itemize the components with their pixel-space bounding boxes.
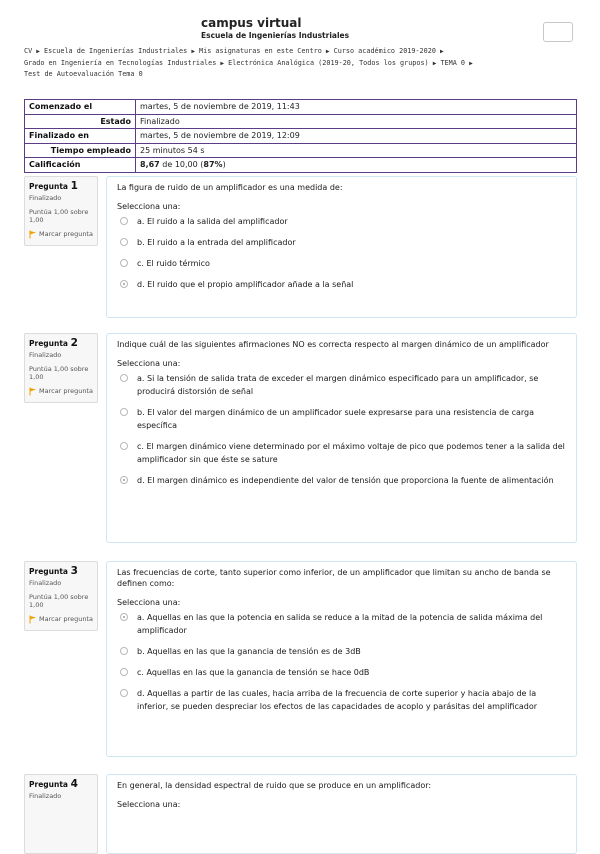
- radio-button-selected[interactable]: [120, 280, 128, 288]
- grade-close: ): [222, 160, 226, 170]
- radio-button-selected[interactable]: [120, 476, 128, 484]
- question-word: Pregunta: [29, 182, 68, 191]
- question-state: Finalizado: [29, 194, 62, 202]
- question-word: Pregunta: [29, 339, 68, 348]
- answer-option-a[interactable]: [117, 215, 566, 228]
- flag-icon: [29, 615, 37, 624]
- question-number-value: 1: [70, 180, 78, 192]
- attempt-summary-table: [24, 99, 577, 173]
- radio-button[interactable]: [120, 689, 128, 697]
- answer-option-d[interactable]: [117, 687, 566, 713]
- page-header: [0, 0, 600, 98]
- question-grade: Puntúa 1,00 sobre 1,00: [29, 208, 89, 224]
- breadcrumb-item-cv[interactable]: CV: [24, 47, 33, 55]
- flag-question-label: Marcar pregunta: [39, 230, 93, 238]
- question-grade: Puntúa 1,00 sobre 1,00: [29, 593, 89, 609]
- question-content: [106, 774, 577, 854]
- site-title[interactable]: campus virtual: [201, 16, 302, 30]
- answer-label: c. El ruido térmico: [137, 259, 210, 268]
- flag-question-button[interactable]: [29, 615, 93, 624]
- summary-row-state: [25, 114, 577, 129]
- question-info: [24, 176, 98, 246]
- question-content: [106, 561, 577, 757]
- answer-option-a[interactable]: [117, 611, 566, 637]
- question-text: En general, la densidad espectral de ruido que se produce en un amplificador:: [117, 781, 432, 790]
- menu-toggle-button[interactable]: [543, 22, 573, 42]
- state-label: Estado: [25, 114, 136, 129]
- question-state: Finalizado: [29, 351, 62, 359]
- breadcrumb-item-school[interactable]: Escuela de Ingenierías Industriales: [44, 47, 188, 55]
- question-number: [29, 180, 93, 192]
- question-number: [29, 565, 93, 577]
- finished-label: Finalizado en: [25, 129, 136, 144]
- answer-label: b. El ruido a la entrada del amplificador: [137, 238, 296, 247]
- question-text: La figura de ruido de un amplificador es una medida de:: [117, 183, 343, 192]
- breadcrumb: [24, 46, 544, 80]
- question-text: Las frecuencias de corte, tanto superior como inferior, de un amplificador que limitan su ancho de banda se definen como:: [117, 568, 551, 588]
- grade-score: 8,67: [140, 160, 160, 170]
- answer-option-d[interactable]: [117, 278, 566, 291]
- question-info: [24, 774, 98, 854]
- breadcrumb-item-topic[interactable]: TEMA 0: [440, 58, 466, 67]
- radio-button[interactable]: [120, 668, 128, 676]
- started-label: Comenzado el: [25, 100, 136, 115]
- answer-label: a. Si la tensión de salida trata de exceder el margen dinámico especificado para un amplificador, se producirá distorsión de señal: [137, 374, 539, 396]
- answer-prompt: Selecciona una:: [117, 800, 181, 809]
- answer-label: d. El margen dinámico es independiente del valor de tensión que proporciona la fuente de alimentación: [137, 476, 554, 485]
- answer-option-d[interactable]: [117, 474, 566, 487]
- answer-option-c[interactable]: [117, 666, 566, 679]
- breadcrumb-arrow-icon: ▶: [191, 48, 195, 55]
- answer-label: a. Aquellas en las que la potencia en salida se reduce a la mitad de la potencia de salida máxima del amplificador: [137, 613, 543, 635]
- answer-list: [117, 372, 566, 487]
- answer-prompt: Selecciona una:: [117, 202, 181, 211]
- breadcrumb-item-degree[interactable]: Grado en Ingeniería en Tecnologías Industriales: [24, 58, 217, 67]
- question-word: Pregunta: [29, 567, 68, 576]
- question-number: [29, 337, 93, 349]
- answer-label: d. El ruido que el propio amplificador añade a la señal: [137, 280, 354, 289]
- flag-question-button[interactable]: [29, 387, 93, 396]
- summary-row-started: [25, 100, 577, 115]
- radio-button[interactable]: [120, 647, 128, 655]
- question-info: [24, 561, 98, 631]
- grade-label: Calificación: [25, 158, 136, 173]
- breadcrumb-arrow-icon: ▶: [469, 59, 473, 67]
- question-content: [106, 333, 577, 543]
- breadcrumb-item-test[interactable]: Test de Autoevaluación Tema 0: [24, 70, 143, 78]
- radio-button[interactable]: [120, 374, 128, 382]
- question-info: [24, 333, 98, 403]
- question-grade: Puntúa 1,00 sobre 1,00: [29, 365, 89, 381]
- flag-question-label: Marcar pregunta: [39, 387, 93, 395]
- answer-option-b[interactable]: [117, 645, 566, 658]
- radio-button[interactable]: [120, 259, 128, 267]
- summary-row-grade: [25, 158, 577, 173]
- time-value: 25 minutos 54 s: [136, 143, 577, 158]
- answer-label: c. Aquellas en las que la ganancia de tensión se hace 0dB: [137, 668, 370, 677]
- breadcrumb-item-year[interactable]: Curso académico 2019-2020: [333, 47, 436, 55]
- breadcrumb-arrow-icon: ▶: [220, 59, 225, 67]
- question-number: [29, 778, 93, 790]
- site-subtitle: Escuela de Ingenierías Industriales: [201, 31, 350, 40]
- answer-option-a[interactable]: [117, 372, 566, 398]
- radio-button[interactable]: [120, 408, 128, 416]
- time-label: Tiempo empleado: [25, 143, 136, 158]
- breadcrumb-arrow-icon: ▶: [440, 48, 444, 55]
- question-state: Finalizado: [29, 792, 62, 800]
- flag-question-label: Marcar pregunta: [39, 615, 93, 623]
- question-state: Finalizado: [29, 579, 62, 587]
- question-number-value: 2: [70, 337, 78, 349]
- question-number-value: 3: [70, 565, 78, 577]
- radio-button[interactable]: [120, 238, 128, 246]
- breadcrumb-arrow-icon: ▶: [432, 59, 437, 67]
- answer-option-c[interactable]: [117, 257, 566, 270]
- answer-prompt: Selecciona una:: [117, 359, 181, 368]
- answer-list: [117, 215, 566, 291]
- answer-label: a. El ruido a la salida del amplificador: [137, 217, 288, 226]
- breadcrumb-arrow-icon: ▶: [36, 48, 40, 55]
- answer-label: b. Aquellas en las que la ganancia de tensión es de 3dB: [137, 647, 361, 656]
- breadcrumb-item-my-courses[interactable]: Mis asignaturas en este Centro: [199, 47, 322, 55]
- question-content: [106, 176, 577, 318]
- breadcrumb-arrow-icon: ▶: [325, 48, 330, 55]
- answer-label: b. El valor del margen dinámico de un amplificador suele expresarse para una resistencia de carga específica: [137, 408, 535, 430]
- state-value: Finalizado: [136, 114, 577, 129]
- question-word: Pregunta: [29, 780, 68, 789]
- answer-label: c. El margen dinámico viene determinado por el máximo voltaje de pico que podemos tener a la salida del amplificador sin que éste se sature: [137, 442, 565, 464]
- finished-value: martes, 5 de noviembre de 2019, 12:09: [136, 129, 577, 144]
- answer-list: [117, 611, 566, 713]
- grade-value: [136, 158, 577, 173]
- breadcrumb-item-course[interactable]: Electrónica Analógica (2019-20, Todos los grupos): [228, 58, 429, 67]
- answer-option-b[interactable]: [117, 236, 566, 249]
- summary-row-time: [25, 143, 577, 158]
- question-text: Indique cuál de las siguientes afirmaciones NO es correcta respecto al margen dinámico de un amplificador: [117, 340, 549, 349]
- summary-row-finished: [25, 129, 577, 144]
- grade-percent: 87%: [203, 160, 223, 170]
- flag-question-button[interactable]: [29, 230, 93, 239]
- answer-option-c[interactable]: [117, 440, 566, 466]
- answer-option-b[interactable]: [117, 406, 566, 432]
- question-number-value: 4: [70, 778, 78, 790]
- flag-icon: [29, 387, 37, 396]
- grade-rest: de 10,00 (: [159, 160, 204, 170]
- answer-prompt: Selecciona una:: [117, 598, 181, 607]
- answer-label: d. Aquellas a partir de las cuales, hacia arriba de la frecuencia de corte superior y hacia abajo de la inferior, se pueden despreciar los efectos de las capacidades de acoplo y parásitas del amplificador: [137, 689, 538, 711]
- flag-icon: [29, 230, 37, 239]
- radio-button[interactable]: [120, 442, 128, 450]
- radio-button[interactable]: [120, 217, 128, 225]
- radio-button-selected[interactable]: [120, 613, 128, 621]
- started-value: martes, 5 de noviembre de 2019, 11:43: [136, 100, 577, 115]
